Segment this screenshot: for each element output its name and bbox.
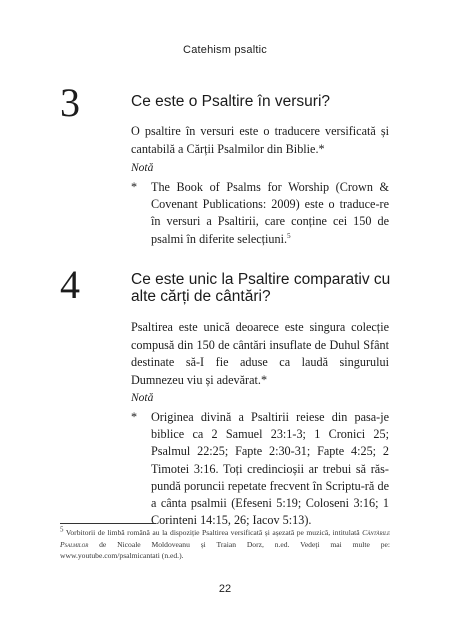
footnote-text-end: de Nicoale Moldoveanu și Traian Dorz, n.ed. Vedeți mai multe pe: www.youtube.com/psalmicantati (n.ed.). xyxy=(60,539,390,560)
answer-paragraph: Psaltirea este unică deoarece este singura colecție compusă din 150 de cântări insuflate de Duhul Sfânt destinate să-I fie aduse ca laudă singurului Dumnezeu viu și adevărat.* xyxy=(131,320,389,387)
footnote-book-title: Cântările Psalmilor xyxy=(60,528,390,549)
note-item xyxy=(131,179,389,248)
note-text-wrap xyxy=(151,179,389,248)
question-title: Ce este unic la Psaltire comparativ cu alte cărți de cântări? xyxy=(131,271,391,305)
question-number: 4 xyxy=(60,262,80,307)
footnote-text: Vorbitorii de limbă română au la dispoziție Psaltirea versificată și așezată pe muzică, intitulată xyxy=(65,528,360,537)
note-label: Notă xyxy=(131,392,154,404)
answer-paragraph: O psaltire în versuri este o traducere versificată și cantabilă a Cărții Psalmilor din Biblie.* xyxy=(131,124,389,156)
question-number: 3 xyxy=(60,80,80,125)
note-bullet: * xyxy=(131,410,138,424)
question-title: Ce este o Psaltire în versuri? xyxy=(131,93,331,110)
note-label: Notă xyxy=(131,162,154,174)
note-text: The Book of Psalms for Worship (Crown & Covenant Publications: 2009) este o traduce-re în versuri a Psaltirii, care conține cei 150 de psalmi în diferite selecțiuni. xyxy=(151,180,389,246)
footnote xyxy=(60,527,390,562)
note-text: Originea divină a Psaltirii reiese din pasa-je biblice ca 2 Samuel 23:1-3; 1 Cronici 25; Psalmul 22:25; Fapte 2:30-31; Fapte 4:25; 2 Timotei 3:16. Toți credincioșii ar trebui să răs-pundă poruncii repetate frecvent în Scriptu-ră de a cânta psalmii (Efeseni 5:19; Coloseni 3:16; 1 Corinteni 14:15, 26; Iacov 5:13). xyxy=(151,410,389,528)
footnote-ref: 5 xyxy=(287,231,291,240)
footnote-divider xyxy=(60,523,156,524)
note-item xyxy=(131,409,389,529)
footnote-marker: 5 xyxy=(60,525,64,534)
note-bullet: * xyxy=(131,180,138,194)
page-number: 22 xyxy=(218,583,232,595)
running-header: Catehism psaltic xyxy=(183,44,267,56)
